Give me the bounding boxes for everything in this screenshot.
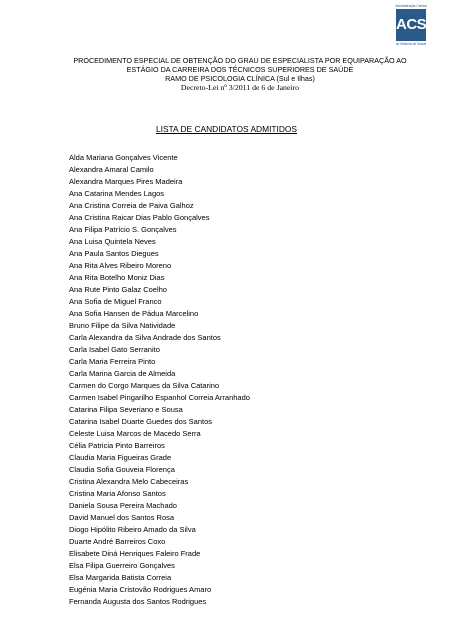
candidate-name: Alexandra Amaral Camilo <box>69 165 154 174</box>
candidate-name: Carla Marina Garcia de Almeida <box>69 369 176 378</box>
candidate-name: Catarina Isabel Duarte Guedes dos Santos <box>69 417 213 426</box>
candidate-name: Carla Maria Ferreira Pinto <box>69 357 156 366</box>
candidate-name: Diogo Hipólito Ribeiro Amado da Silva <box>69 525 196 534</box>
candidate-name: Ana Cristina Correia de Paiva Galhoz <box>69 201 194 210</box>
candidate-name: Célia Patricia Pinto Barreiros <box>69 441 165 450</box>
candidate-name: Catarina Filipa Severiano e Sousa <box>69 405 183 414</box>
candidate-list <box>69 152 250 608</box>
candidate-name: Cristina Alexandra Melo Cabeceiras <box>69 477 189 486</box>
candidate-name: Eugénia Maria Cristovão Rodrigues Amaro <box>69 585 212 594</box>
candidate-name: Elsa Filipa Guerreiro Gonçalves <box>69 561 175 570</box>
candidate-name: Ana Sofia de Miguel Franco <box>69 297 162 306</box>
candidate-name: Ana Filipa Patrício S. Gonçalves <box>69 225 177 234</box>
candidate-name: Claudia Maria Figueiras Grade <box>69 453 172 462</box>
candidate-name: Ana Catarina Mendes Lagos <box>69 189 165 198</box>
logo-name: ACSS <box>396 16 436 33</box>
candidate-name: Ana Cristina Raicar Dias Pablo Gonçalves <box>69 213 210 222</box>
candidate-name: Duarte André Barreiros Coxo <box>69 537 166 546</box>
candidate-name: Daniela Sousa Pereira Machado <box>69 501 177 510</box>
candidate-name: Elisabete Diná Henriques Faleiro Frade <box>69 549 201 558</box>
candidate-name: Carla Alexandra da Silva Andrade dos Santos <box>69 333 221 342</box>
candidate-name: Ana Luisa Quintela Neves <box>69 237 156 246</box>
header-line-3: RAMO DE PSICOLOGIA CLÍNICA (Sul e Ilhas) <box>165 74 315 83</box>
candidate-name: Alda Mariana Gonçalves Vicente <box>69 153 178 162</box>
candidate-name: Carmen Isabel Pingarilho Espanhol Correia Arranhado <box>69 393 250 402</box>
candidate-name: Fernanda Augusta dos Santos Rodrigues <box>69 597 207 606</box>
header-line-2: ESTÁGIO DA CARREIRA DOS TÉCNICOS SUPERIORES DE SAÚDE <box>126 65 354 74</box>
candidate-name: Carla Isabel Gato Serranito <box>69 345 160 354</box>
acss-logo <box>390 4 436 48</box>
candidate-name: Ana Rute Pinto Galaz Coelho <box>69 285 167 294</box>
candidate-name: Ana Rita Botelho Moniz Dias <box>69 273 165 282</box>
header-decree-line: Decreto-Lei nº 3/2011 de 6 de Janeiro <box>180 83 300 92</box>
logo-top-text: Administração Central <box>395 4 427 8</box>
header-line-1: PROCEDIMENTO ESPECIAL DE OBTENÇÃO DO GRAU DE ESPECIALISTA POR EQUIPARAÇÃO AO <box>73 56 407 65</box>
candidate-name: Elsa Margarida Batista Correia <box>69 573 172 582</box>
logo-bottom-text: do Sistema de Saúde <box>395 42 427 46</box>
candidate-name: Alexandra Marques Pires Madeira <box>69 177 183 186</box>
candidate-name: Bruno Filipe da Silva Natividade <box>69 321 176 330</box>
candidate-name: Ana Rita Alves Ribeiro Moreno <box>69 261 172 270</box>
candidate-name: Carmen do Corgo Marques da Silva Catarino <box>69 381 220 390</box>
candidate-name: David Manuel dos Santos Rosa <box>69 513 175 522</box>
candidate-name: Celeste Luisa Marcos de Macedo Serra <box>69 429 201 438</box>
candidate-name: Ana Paula Santos Diegues <box>69 249 159 258</box>
list-title: LISTA DE CANDIDATOS ADMITIDOS <box>155 124 297 134</box>
candidate-name: Cristina Maria Afonso Santos <box>69 489 166 498</box>
logo-box <box>396 9 436 41</box>
candidate-name: Claudia Sofia Gouveia Florença <box>69 465 175 474</box>
candidate-name: Ana Sofia Hansen de Pádua Marcelino <box>69 309 199 318</box>
